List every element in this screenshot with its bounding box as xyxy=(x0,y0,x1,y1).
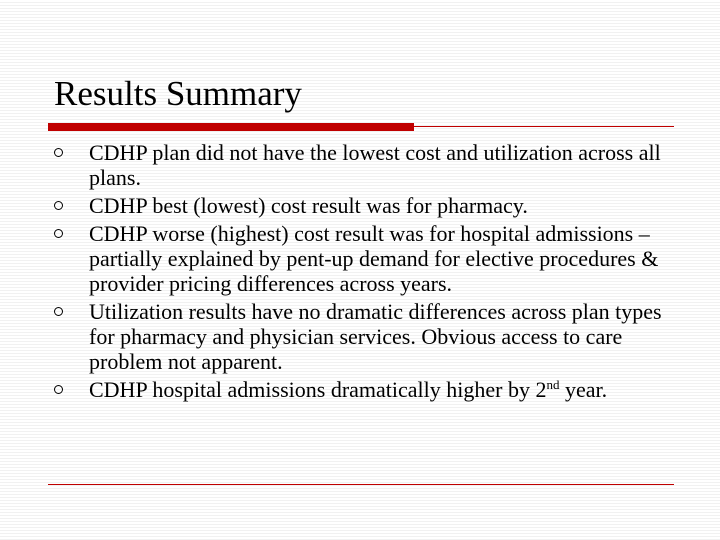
bullet-text-end: year. xyxy=(564,377,608,402)
hollow-circle-bullet-icon xyxy=(54,201,63,210)
bullet-item xyxy=(48,377,688,402)
bullet-item xyxy=(48,193,688,218)
bullet-item xyxy=(48,299,688,374)
hollow-circle-bullet-icon xyxy=(54,385,63,394)
bullet-text: CDHP best (lowest) cost result was for pharmacy. xyxy=(89,193,528,218)
bullet-text: Utilization results have no dramatic differences across plan types for pharmacy and physician services. Obvious access to care problem not apparent. xyxy=(89,299,662,374)
hollow-circle-bullet-icon xyxy=(54,307,63,316)
bullet-list xyxy=(48,140,688,405)
title-underline xyxy=(48,123,674,131)
bullet-text: CDHP plan did not have the lowest cost and utilization across all plans. xyxy=(89,140,661,190)
bullet-text xyxy=(89,377,607,402)
slide-title: Results Summary xyxy=(54,74,302,113)
bullet-item xyxy=(48,221,688,296)
title-underline-accent-bar xyxy=(48,123,414,131)
title-underline-rule xyxy=(48,126,674,127)
hollow-circle-bullet-icon xyxy=(54,148,63,157)
bullet-text: CDHP worse (highest) cost result was for hospital admissions – partially explained by pent-up demand for elective procedures & provider pricing differences across years. xyxy=(89,221,659,296)
bullet-item xyxy=(48,140,688,190)
bullet-text-main: CDHP hospital admissions dramatically higher by 2 xyxy=(89,377,547,402)
footer-rule xyxy=(48,484,674,485)
hollow-circle-bullet-icon xyxy=(54,229,63,238)
ordinal-superscript: nd xyxy=(546,377,560,392)
